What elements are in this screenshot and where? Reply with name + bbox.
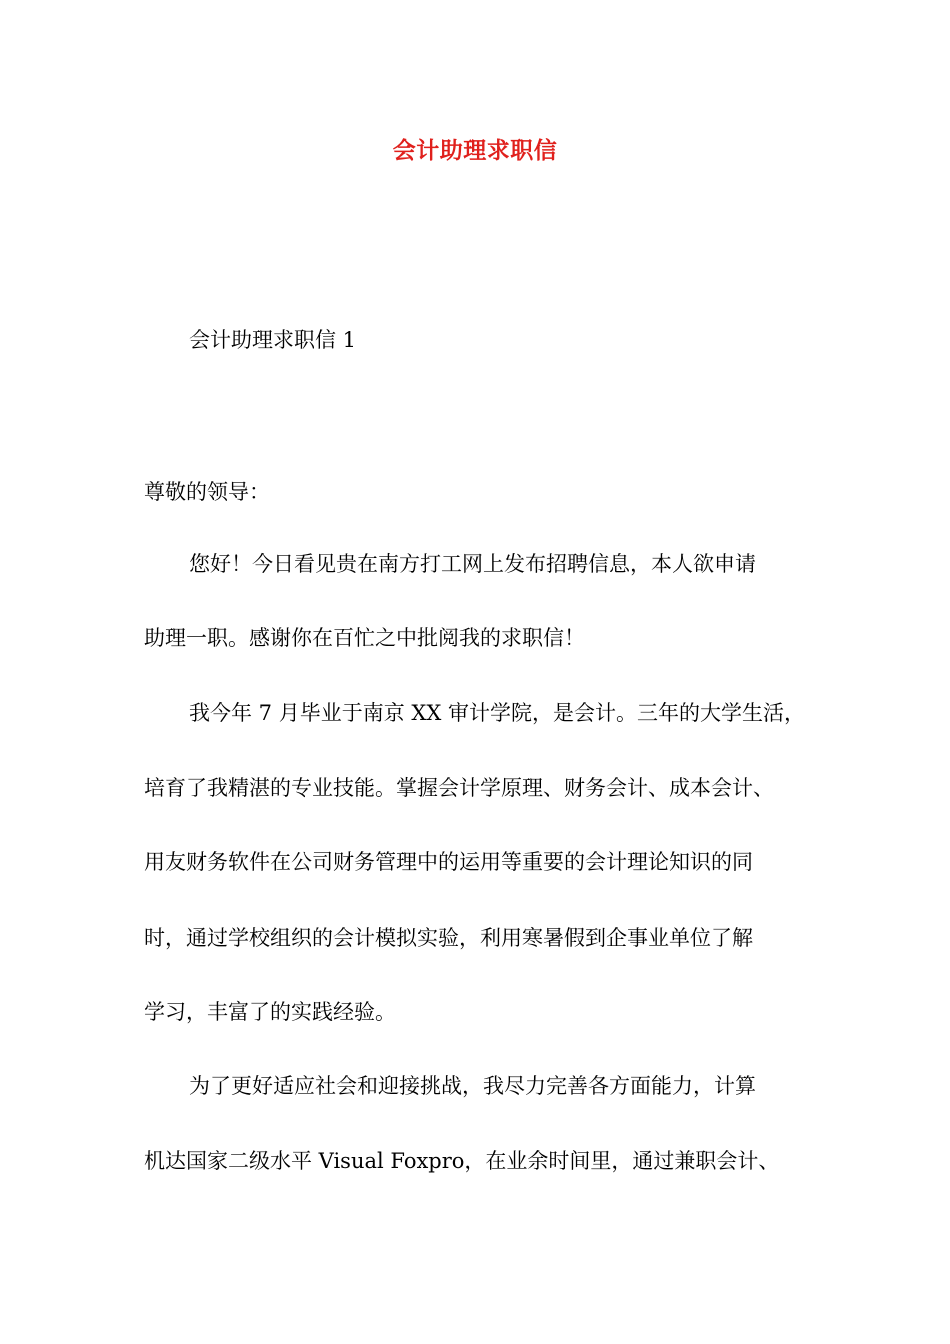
paragraph-line: 您好！今日看见贵在南方打工网上发布招聘信息，本人欲申请 <box>189 552 756 576</box>
paragraph-line: 我今年 7 月毕业于南京 XX 审计学院，是会计。三年的大学生活， <box>189 701 805 725</box>
section-heading: 会计助理求职信 1 <box>189 328 357 352</box>
salutation: 尊敬的领导： <box>144 480 270 504</box>
document-title: 会计助理求职信 <box>392 137 558 164</box>
paragraph-line: 机达国家二级水平 Visual Foxpro，在业余时间里，通过兼职会计、 <box>144 1149 780 1173</box>
paragraph-line: 学习，丰富了的实践经验。 <box>144 1000 396 1024</box>
paragraph-line: 为了更好适应社会和迎接挑战，我尽力完善各方面能力，计算 <box>189 1074 756 1098</box>
paragraph-line: 助理一职。感谢你在百忙之中批阅我的求职信！ <box>144 626 585 650</box>
paragraph-line: 用友财务软件在公司财务管理中的运用等重要的会计理论知识的同 <box>144 850 753 874</box>
paragraph-line: 时，通过学校组织的会计模拟实验，利用寒暑假到企事业单位了解 <box>144 926 753 950</box>
paragraph-line: 培育了我精湛的专业技能。掌握会计学原理、财务会计、成本会计、 <box>144 776 774 800</box>
